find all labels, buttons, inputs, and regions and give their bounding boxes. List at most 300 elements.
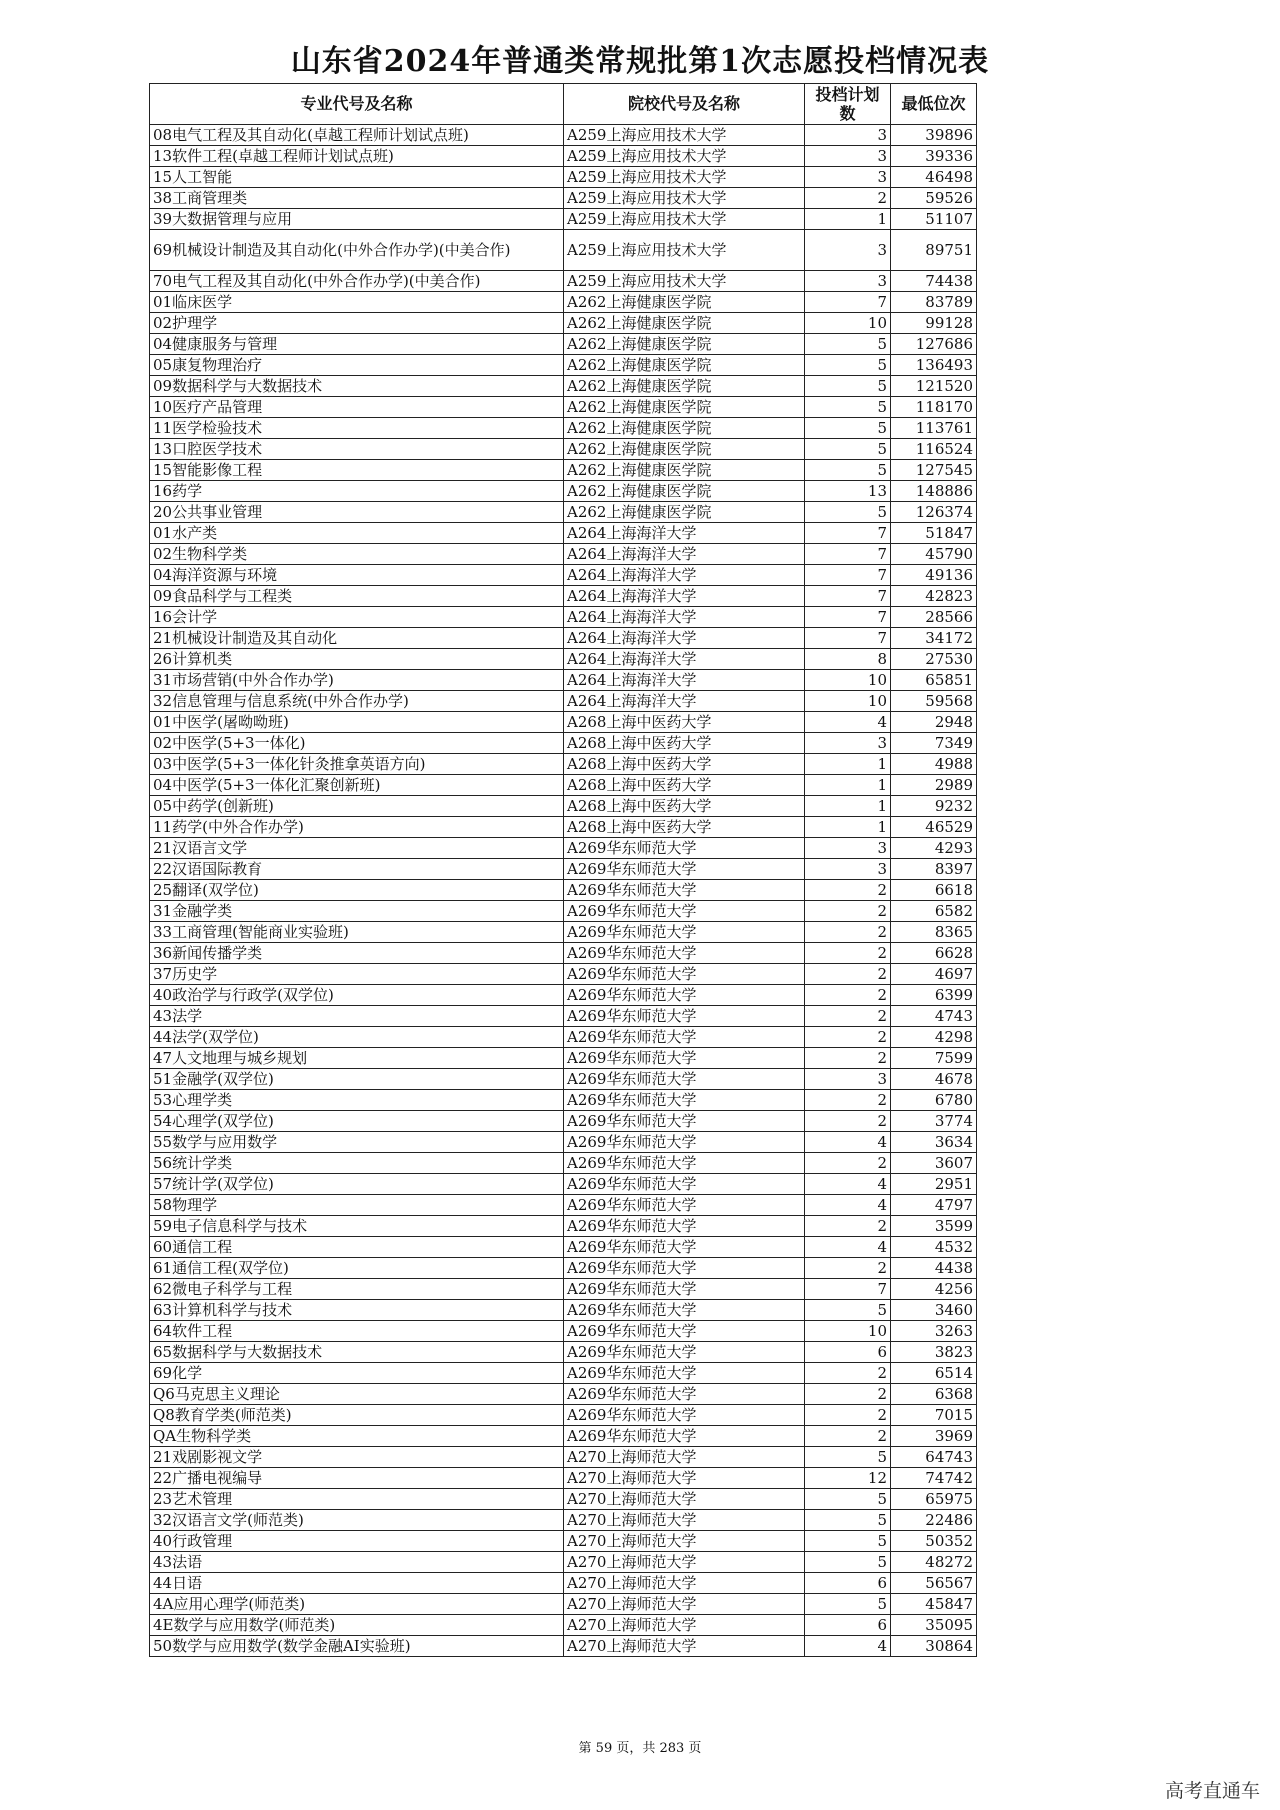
cell-plan: 3 bbox=[805, 271, 891, 292]
cell-major: 22汉语国际教育 bbox=[150, 859, 564, 880]
cell-major: 01中医学(屠呦呦班) bbox=[150, 712, 564, 733]
cell-rank: 9232 bbox=[891, 796, 977, 817]
cell-major: 55数学与应用数学 bbox=[150, 1132, 564, 1153]
table-row bbox=[150, 1237, 977, 1258]
cell-school: A262上海健康医学院 bbox=[564, 460, 805, 481]
table-row bbox=[150, 1132, 977, 1153]
cell-rank: 99128 bbox=[891, 313, 977, 334]
cell-school: A269华东师范大学 bbox=[564, 1426, 805, 1447]
cell-rank: 3263 bbox=[891, 1321, 977, 1342]
table-row bbox=[150, 712, 977, 733]
cell-major: 44日语 bbox=[150, 1573, 564, 1594]
cell-school: A269华东师范大学 bbox=[564, 1153, 805, 1174]
cell-plan: 4 bbox=[805, 1237, 891, 1258]
cell-rank: 74742 bbox=[891, 1468, 977, 1489]
cell-rank: 49136 bbox=[891, 565, 977, 586]
cell-school: A269华东师范大学 bbox=[564, 838, 805, 859]
cell-plan: 3 bbox=[805, 230, 891, 271]
cell-school: A262上海健康医学院 bbox=[564, 334, 805, 355]
cell-rank: 126374 bbox=[891, 502, 977, 523]
cell-rank: 42823 bbox=[891, 586, 977, 607]
cell-major: 08电气工程及其自动化(卓越工程师计划试点班) bbox=[150, 125, 564, 146]
cell-plan: 7 bbox=[805, 628, 891, 649]
cell-major: 61通信工程(双学位) bbox=[150, 1258, 564, 1279]
cell-plan: 7 bbox=[805, 586, 891, 607]
table-row bbox=[150, 943, 977, 964]
cell-school: A269华东师范大学 bbox=[564, 1384, 805, 1405]
cell-rank: 89751 bbox=[891, 230, 977, 271]
cell-school: A264上海海洋大学 bbox=[564, 544, 805, 565]
cell-rank: 136493 bbox=[891, 355, 977, 376]
cell-plan: 5 bbox=[805, 1552, 891, 1573]
cell-major: 01临床医学 bbox=[150, 292, 564, 313]
table-row bbox=[150, 880, 977, 901]
cell-major: 44法学(双学位) bbox=[150, 1027, 564, 1048]
cell-plan: 5 bbox=[805, 376, 891, 397]
cell-plan: 6 bbox=[805, 1342, 891, 1363]
cell-plan: 2 bbox=[805, 943, 891, 964]
cell-plan: 1 bbox=[805, 817, 891, 838]
cell-rank: 59568 bbox=[891, 691, 977, 712]
table-row bbox=[150, 1321, 977, 1342]
cell-school: A268上海中医药大学 bbox=[564, 754, 805, 775]
cell-rank: 6399 bbox=[891, 985, 977, 1006]
cell-plan: 13 bbox=[805, 481, 891, 502]
cell-major: 21机械设计制造及其自动化 bbox=[150, 628, 564, 649]
table-row bbox=[150, 1090, 977, 1111]
cell-major: 13口腔医学技术 bbox=[150, 439, 564, 460]
table-row bbox=[150, 1153, 977, 1174]
cell-plan: 6 bbox=[805, 1615, 891, 1636]
cell-major: 69化学 bbox=[150, 1363, 564, 1384]
cell-plan: 2 bbox=[805, 901, 891, 922]
table-row bbox=[150, 964, 977, 985]
cell-rank: 34172 bbox=[891, 628, 977, 649]
table-row bbox=[150, 1594, 977, 1615]
cell-rank: 3823 bbox=[891, 1342, 977, 1363]
cell-rank: 8397 bbox=[891, 859, 977, 880]
table-row bbox=[150, 628, 977, 649]
cell-plan: 1 bbox=[805, 754, 891, 775]
cell-rank: 3774 bbox=[891, 1111, 977, 1132]
table-row bbox=[150, 167, 977, 188]
cell-major: 11医学检验技术 bbox=[150, 418, 564, 439]
table-row bbox=[150, 754, 977, 775]
cell-rank: 4438 bbox=[891, 1258, 977, 1279]
cell-plan: 10 bbox=[805, 691, 891, 712]
watermark: 高考直通车 bbox=[1164, 1780, 1260, 1802]
cell-school: A268上海中医药大学 bbox=[564, 796, 805, 817]
cell-major: 31市场营销(中外合作办学) bbox=[150, 670, 564, 691]
cell-rank: 3599 bbox=[891, 1216, 977, 1237]
cell-school: A270上海师范大学 bbox=[564, 1615, 805, 1636]
cell-school: A262上海健康医学院 bbox=[564, 439, 805, 460]
cell-plan: 5 bbox=[805, 1510, 891, 1531]
cell-plan: 5 bbox=[805, 502, 891, 523]
cell-plan: 2 bbox=[805, 1216, 891, 1237]
cell-rank: 3634 bbox=[891, 1132, 977, 1153]
cell-school: A269华东师范大学 bbox=[564, 1258, 805, 1279]
table-row bbox=[150, 586, 977, 607]
cell-plan: 7 bbox=[805, 523, 891, 544]
cell-major: 60通信工程 bbox=[150, 1237, 564, 1258]
cell-rank: 45790 bbox=[891, 544, 977, 565]
cell-school: A259上海应用技术大学 bbox=[564, 167, 805, 188]
cell-major: 23艺术管理 bbox=[150, 1489, 564, 1510]
page-number-footer: 第 59 页，共 283 页 bbox=[578, 1741, 702, 1756]
cell-major: 39大数据管理与应用 bbox=[150, 209, 564, 230]
cell-plan: 10 bbox=[805, 1321, 891, 1342]
cell-rank: 7015 bbox=[891, 1405, 977, 1426]
cell-school: A269华东师范大学 bbox=[564, 985, 805, 1006]
header-plan: 投档计划数 bbox=[805, 84, 891, 125]
cell-school: A270上海师范大学 bbox=[564, 1489, 805, 1510]
cell-major: 63计算机科学与技术 bbox=[150, 1300, 564, 1321]
cell-school: A264上海海洋大学 bbox=[564, 649, 805, 670]
table-row bbox=[150, 859, 977, 880]
cell-plan: 3 bbox=[805, 167, 891, 188]
cell-plan: 2 bbox=[805, 1111, 891, 1132]
cell-school: A270上海师范大学 bbox=[564, 1594, 805, 1615]
cell-plan: 7 bbox=[805, 1279, 891, 1300]
cell-major: 11药学(中外合作办学) bbox=[150, 817, 564, 838]
cell-school: A269华东师范大学 bbox=[564, 1195, 805, 1216]
cell-rank: 4678 bbox=[891, 1069, 977, 1090]
table-row bbox=[150, 1552, 977, 1573]
cell-school: A270上海师范大学 bbox=[564, 1531, 805, 1552]
cell-major: 03中医学(5+3一体化针灸推拿英语方向) bbox=[150, 754, 564, 775]
cell-plan: 3 bbox=[805, 1069, 891, 1090]
table-row bbox=[150, 146, 977, 167]
table-row bbox=[150, 439, 977, 460]
cell-plan: 7 bbox=[805, 607, 891, 628]
cell-school: A268上海中医药大学 bbox=[564, 817, 805, 838]
admission-table bbox=[149, 83, 977, 1657]
cell-major: 26计算机类 bbox=[150, 649, 564, 670]
cell-major: 37历史学 bbox=[150, 964, 564, 985]
cell-plan: 2 bbox=[805, 1027, 891, 1048]
cell-major: 57统计学(双学位) bbox=[150, 1174, 564, 1195]
cell-rank: 2948 bbox=[891, 712, 977, 733]
cell-rank: 51847 bbox=[891, 523, 977, 544]
table-row bbox=[150, 397, 977, 418]
cell-plan: 2 bbox=[805, 1384, 891, 1405]
table-row bbox=[150, 565, 977, 586]
table-row bbox=[150, 1279, 977, 1300]
table-row bbox=[150, 1258, 977, 1279]
cell-plan: 2 bbox=[805, 1090, 891, 1111]
cell-plan: 5 bbox=[805, 355, 891, 376]
cell-plan: 2 bbox=[805, 1048, 891, 1069]
cell-plan: 4 bbox=[805, 1195, 891, 1216]
cell-rank: 74438 bbox=[891, 271, 977, 292]
cell-rank: 46529 bbox=[891, 817, 977, 838]
table-row bbox=[150, 1195, 977, 1216]
cell-rank: 6628 bbox=[891, 943, 977, 964]
cell-plan: 4 bbox=[805, 1636, 891, 1657]
cell-major: 58物理学 bbox=[150, 1195, 564, 1216]
cell-major: 64软件工程 bbox=[150, 1321, 564, 1342]
cell-school: A269华东师范大学 bbox=[564, 1237, 805, 1258]
cell-rank: 4256 bbox=[891, 1279, 977, 1300]
cell-rank: 8365 bbox=[891, 922, 977, 943]
table-row bbox=[150, 188, 977, 209]
cell-major: 32汉语言文学(师范类) bbox=[150, 1510, 564, 1531]
cell-plan: 8 bbox=[805, 649, 891, 670]
table-row bbox=[150, 1615, 977, 1636]
table-row bbox=[150, 1111, 977, 1132]
cell-rank: 65975 bbox=[891, 1489, 977, 1510]
cell-school: A269华东师范大学 bbox=[564, 964, 805, 985]
cell-plan: 5 bbox=[805, 418, 891, 439]
cell-rank: 3607 bbox=[891, 1153, 977, 1174]
cell-plan: 2 bbox=[805, 985, 891, 1006]
cell-major: 53心理学类 bbox=[150, 1090, 564, 1111]
table-row bbox=[150, 1405, 977, 1426]
table-row bbox=[150, 481, 977, 502]
cell-major: 43法学 bbox=[150, 1006, 564, 1027]
table-row bbox=[150, 1342, 977, 1363]
cell-rank: 51107 bbox=[891, 209, 977, 230]
cell-rank: 4293 bbox=[891, 838, 977, 859]
cell-school: A269华东师范大学 bbox=[564, 880, 805, 901]
cell-school: A269华东师范大学 bbox=[564, 1342, 805, 1363]
cell-major: 4E数学与应用数学(师范类) bbox=[150, 1615, 564, 1636]
cell-major: 40政治学与行政学(双学位) bbox=[150, 985, 564, 1006]
cell-school: A270上海师范大学 bbox=[564, 1510, 805, 1531]
table-row bbox=[150, 292, 977, 313]
cell-rank: 64743 bbox=[891, 1447, 977, 1468]
cell-major: 09数据科学与大数据技术 bbox=[150, 376, 564, 397]
cell-major: 70电气工程及其自动化(中外合作办学)(中美合作) bbox=[150, 271, 564, 292]
cell-rank: 6582 bbox=[891, 901, 977, 922]
cell-plan: 10 bbox=[805, 313, 891, 334]
page-title: 山东省2024年普通类常规批第1次志愿投档情况表 bbox=[290, 44, 990, 79]
table-row bbox=[150, 355, 977, 376]
cell-rank: 35095 bbox=[891, 1615, 977, 1636]
cell-rank: 50352 bbox=[891, 1531, 977, 1552]
cell-rank: 7599 bbox=[891, 1048, 977, 1069]
cell-plan: 2 bbox=[805, 1426, 891, 1447]
table-row bbox=[150, 1426, 977, 1447]
cell-plan: 5 bbox=[805, 1300, 891, 1321]
table-row bbox=[150, 1027, 977, 1048]
cell-school: A259上海应用技术大学 bbox=[564, 209, 805, 230]
cell-school: A268上海中医药大学 bbox=[564, 712, 805, 733]
cell-rank: 46498 bbox=[891, 167, 977, 188]
cell-school: A264上海海洋大学 bbox=[564, 607, 805, 628]
table-row bbox=[150, 313, 977, 334]
cell-school: A269华东师范大学 bbox=[564, 1048, 805, 1069]
cell-school: A269华东师范大学 bbox=[564, 1090, 805, 1111]
cell-rank: 27530 bbox=[891, 649, 977, 670]
table-row bbox=[150, 1174, 977, 1195]
table-row bbox=[150, 1300, 977, 1321]
table-row bbox=[150, 1636, 977, 1657]
cell-school: A259上海应用技术大学 bbox=[564, 188, 805, 209]
cell-rank: 4743 bbox=[891, 1006, 977, 1027]
cell-major: 21汉语言文学 bbox=[150, 838, 564, 859]
cell-plan: 3 bbox=[805, 859, 891, 880]
cell-rank: 127686 bbox=[891, 334, 977, 355]
cell-school: A270上海师范大学 bbox=[564, 1636, 805, 1657]
cell-rank: 56567 bbox=[891, 1573, 977, 1594]
cell-school: A270上海师范大学 bbox=[564, 1552, 805, 1573]
cell-major: 02生物科学类 bbox=[150, 544, 564, 565]
cell-major: 36新闻传播学类 bbox=[150, 943, 564, 964]
table-row bbox=[150, 1447, 977, 1468]
cell-major: QA生物科学类 bbox=[150, 1426, 564, 1447]
cell-major: 01水产类 bbox=[150, 523, 564, 544]
table-header-row bbox=[150, 84, 977, 125]
cell-major: Q6马克思主义理论 bbox=[150, 1384, 564, 1405]
cell-plan: 5 bbox=[805, 1447, 891, 1468]
cell-rank: 113761 bbox=[891, 418, 977, 439]
cell-plan: 3 bbox=[805, 146, 891, 167]
cell-plan: 5 bbox=[805, 439, 891, 460]
cell-major: 43法语 bbox=[150, 1552, 564, 1573]
cell-major: 09食品科学与工程类 bbox=[150, 586, 564, 607]
table-row bbox=[150, 1048, 977, 1069]
cell-major: 40行政管理 bbox=[150, 1531, 564, 1552]
cell-rank: 3969 bbox=[891, 1426, 977, 1447]
cell-plan: 4 bbox=[805, 1174, 891, 1195]
table-row bbox=[150, 1216, 977, 1237]
table-row bbox=[150, 1363, 977, 1384]
cell-major: 15人工智能 bbox=[150, 167, 564, 188]
cell-rank: 6368 bbox=[891, 1384, 977, 1405]
cell-school: A269华东师范大学 bbox=[564, 859, 805, 880]
cell-major: 16药学 bbox=[150, 481, 564, 502]
cell-plan: 7 bbox=[805, 565, 891, 586]
cell-rank: 6780 bbox=[891, 1090, 977, 1111]
cell-plan: 5 bbox=[805, 460, 891, 481]
cell-plan: 1 bbox=[805, 209, 891, 230]
table-row bbox=[150, 1573, 977, 1594]
table-row bbox=[150, 1006, 977, 1027]
cell-rank: 28566 bbox=[891, 607, 977, 628]
cell-major: 50数学与应用数学(数学金融AI实验班) bbox=[150, 1636, 564, 1657]
cell-rank: 4988 bbox=[891, 754, 977, 775]
cell-major: 56统计学类 bbox=[150, 1153, 564, 1174]
cell-plan: 2 bbox=[805, 880, 891, 901]
table-row bbox=[150, 1510, 977, 1531]
cell-school: A259上海应用技术大学 bbox=[564, 271, 805, 292]
cell-school: A264上海海洋大学 bbox=[564, 691, 805, 712]
cell-school: A269华东师范大学 bbox=[564, 1300, 805, 1321]
cell-plan: 10 bbox=[805, 670, 891, 691]
cell-plan: 2 bbox=[805, 1258, 891, 1279]
cell-school: A262上海健康医学院 bbox=[564, 313, 805, 334]
cell-school: A269华东师范大学 bbox=[564, 1111, 805, 1132]
header-rank: 最低位次 bbox=[891, 84, 977, 125]
table-row bbox=[150, 334, 977, 355]
cell-plan: 5 bbox=[805, 1531, 891, 1552]
table-row bbox=[150, 838, 977, 859]
table-row bbox=[150, 1384, 977, 1405]
cell-rank: 4797 bbox=[891, 1195, 977, 1216]
cell-major: 69机械设计制造及其自动化(中外合作办学)(中美合作) bbox=[150, 230, 564, 271]
cell-plan: 5 bbox=[805, 1489, 891, 1510]
cell-school: A264上海海洋大学 bbox=[564, 670, 805, 691]
cell-major: 05康复物理治疗 bbox=[150, 355, 564, 376]
cell-plan: 2 bbox=[805, 1405, 891, 1426]
cell-school: A269华东师范大学 bbox=[564, 901, 805, 922]
cell-rank: 7349 bbox=[891, 733, 977, 754]
cell-plan: 7 bbox=[805, 544, 891, 565]
table-row bbox=[150, 922, 977, 943]
table-row bbox=[150, 985, 977, 1006]
cell-school: A262上海健康医学院 bbox=[564, 397, 805, 418]
table-row bbox=[150, 1069, 977, 1090]
cell-major: 16会计学 bbox=[150, 607, 564, 628]
cell-major: Q8教育学类(师范类) bbox=[150, 1405, 564, 1426]
cell-major: 04海洋资源与环境 bbox=[150, 565, 564, 586]
table-row bbox=[150, 376, 977, 397]
cell-rank: 83789 bbox=[891, 292, 977, 313]
cell-rank: 121520 bbox=[891, 376, 977, 397]
cell-major: 59电子信息科学与技术 bbox=[150, 1216, 564, 1237]
cell-major: 51金融学(双学位) bbox=[150, 1069, 564, 1090]
cell-major: 15智能影像工程 bbox=[150, 460, 564, 481]
cell-rank: 45847 bbox=[891, 1594, 977, 1615]
header-school: 院校代号及名称 bbox=[564, 84, 805, 125]
table-row bbox=[150, 775, 977, 796]
cell-major: 62微电子科学与工程 bbox=[150, 1279, 564, 1300]
cell-rank: 116524 bbox=[891, 439, 977, 460]
cell-rank: 30864 bbox=[891, 1636, 977, 1657]
cell-plan: 3 bbox=[805, 838, 891, 859]
table-row bbox=[150, 460, 977, 481]
cell-school: A262上海健康医学院 bbox=[564, 481, 805, 502]
cell-rank: 65851 bbox=[891, 670, 977, 691]
cell-rank: 6514 bbox=[891, 1363, 977, 1384]
cell-school: A264上海海洋大学 bbox=[564, 523, 805, 544]
cell-major: 31金融学类 bbox=[150, 901, 564, 922]
cell-rank: 39896 bbox=[891, 125, 977, 146]
table-row bbox=[150, 544, 977, 565]
cell-school: A269华东师范大学 bbox=[564, 943, 805, 964]
cell-school: A259上海应用技术大学 bbox=[564, 230, 805, 271]
cell-rank: 2989 bbox=[891, 775, 977, 796]
cell-school: A270上海师范大学 bbox=[564, 1447, 805, 1468]
table-row bbox=[150, 901, 977, 922]
cell-rank: 3460 bbox=[891, 1300, 977, 1321]
cell-major: 22广播电视编导 bbox=[150, 1468, 564, 1489]
table-row bbox=[150, 209, 977, 230]
table-row bbox=[150, 271, 977, 292]
cell-plan: 1 bbox=[805, 775, 891, 796]
cell-major: 54心理学(双学位) bbox=[150, 1111, 564, 1132]
cell-school: A262上海健康医学院 bbox=[564, 418, 805, 439]
cell-school: A269华东师范大学 bbox=[564, 1174, 805, 1195]
cell-school: A268上海中医药大学 bbox=[564, 775, 805, 796]
cell-school: A262上海健康医学院 bbox=[564, 376, 805, 397]
cell-rank: 118170 bbox=[891, 397, 977, 418]
cell-major: 38工商管理类 bbox=[150, 188, 564, 209]
cell-school: A270上海师范大学 bbox=[564, 1468, 805, 1489]
cell-school: A259上海应用技术大学 bbox=[564, 146, 805, 167]
table-row bbox=[150, 502, 977, 523]
cell-major: 4A应用心理学(师范类) bbox=[150, 1594, 564, 1615]
table-row bbox=[150, 418, 977, 439]
cell-school: A264上海海洋大学 bbox=[564, 565, 805, 586]
cell-major: 04健康服务与管理 bbox=[150, 334, 564, 355]
cell-school: A269华东师范大学 bbox=[564, 1006, 805, 1027]
cell-major: 25翻译(双学位) bbox=[150, 880, 564, 901]
cell-school: A269华东师范大学 bbox=[564, 1069, 805, 1090]
cell-school: A269华东师范大学 bbox=[564, 1279, 805, 1300]
